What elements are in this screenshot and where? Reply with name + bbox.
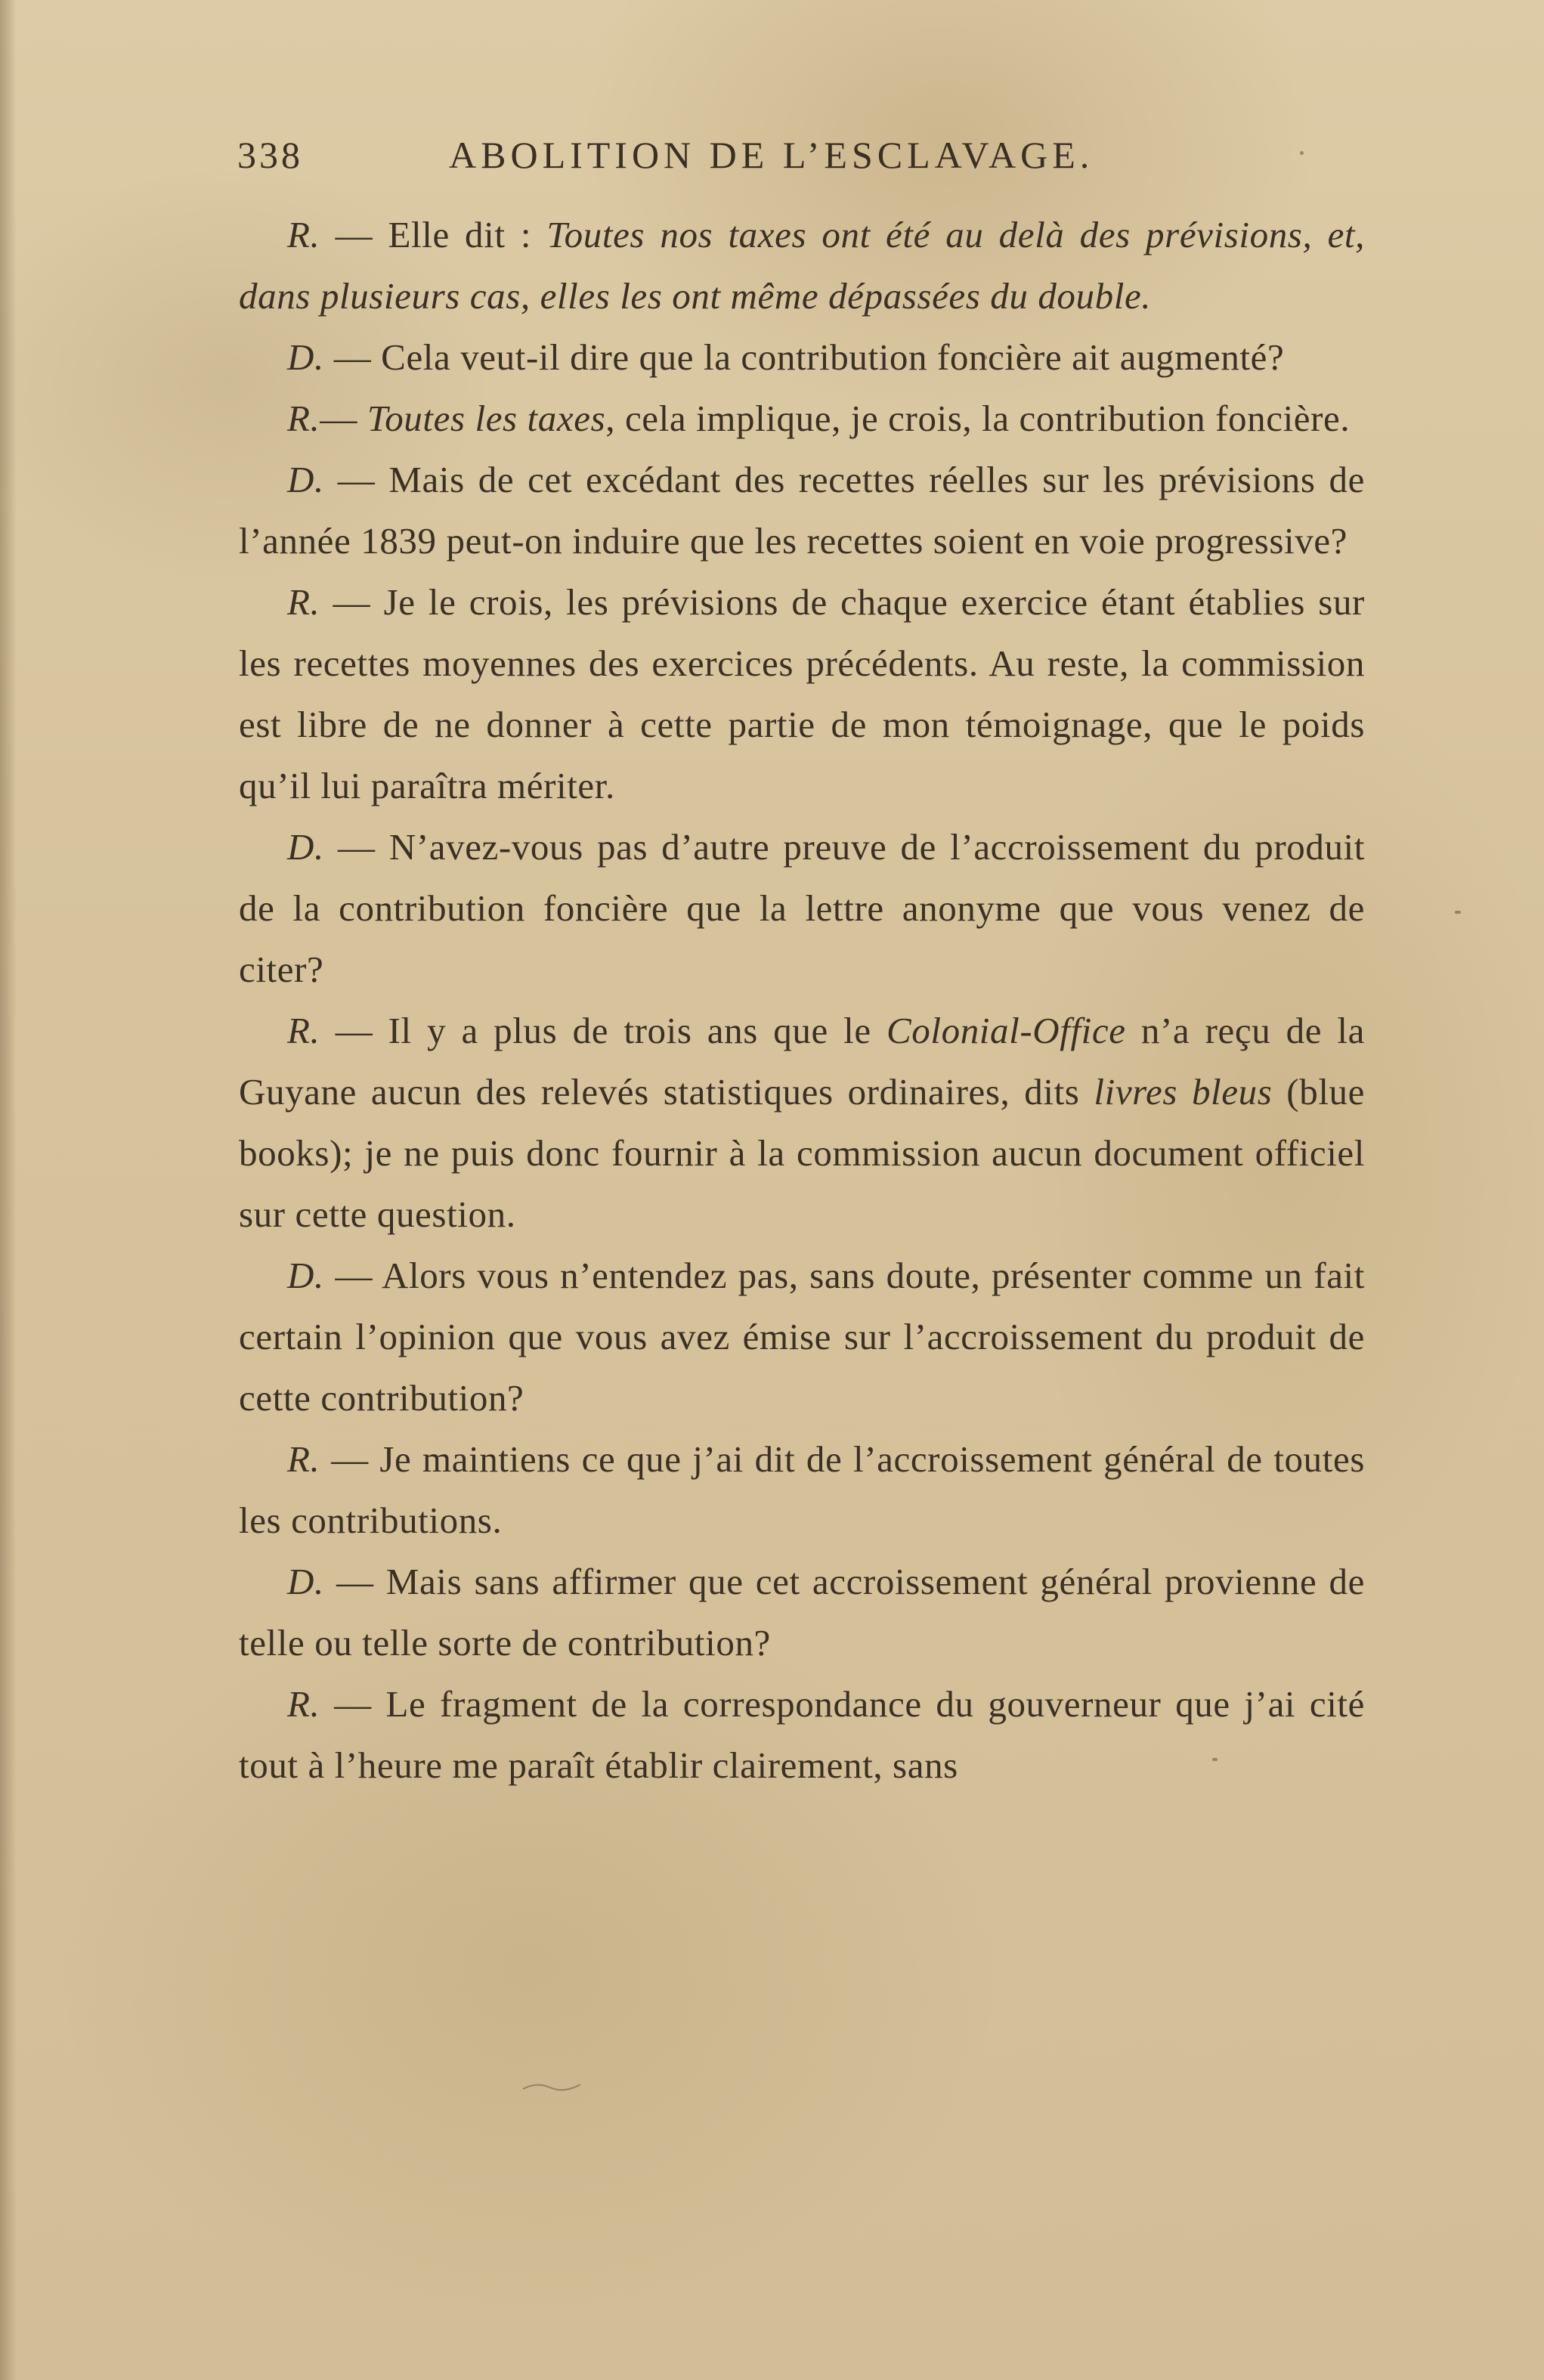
speaker-label: D. xyxy=(287,1255,324,1296)
page-binding-shadow xyxy=(0,0,17,2380)
dash: — xyxy=(320,1438,380,1480)
paragraph-5 xyxy=(239,571,1365,816)
speaker-label: D. xyxy=(287,826,324,868)
paragraph-text: Cela veut-il dire que la contribution foncière ait augmenté? xyxy=(381,336,1285,378)
paragraph-text: Je le crois, les prévisions de chaque exercice étant établies sur les recettes moyennes des exercices précédents. Au reste, la commission est libre de ne donner à cette partie de mon témoignage, que le poids qu’il lui paraîtra mériter. xyxy=(239,581,1365,806)
paragraph-italic: Toutes les taxes xyxy=(367,398,606,439)
speaker-label: D. xyxy=(287,1561,324,1602)
paragraph-7 xyxy=(239,1000,1365,1245)
paragraph-10 xyxy=(239,1551,1365,1673)
dash: — xyxy=(323,826,389,868)
paragraph-text: Alors vous n’entendez pas, sans doute, présenter comme un fait certain l’opinion que vous avez émise sur l’accroissement du produit de cette contribution? xyxy=(239,1255,1365,1419)
dash: — xyxy=(323,459,389,500)
speaker-label: R. xyxy=(287,1438,320,1480)
speaker-label: R. xyxy=(287,1010,320,1051)
paragraph-text: Il y a plus de trois ans que le xyxy=(388,1010,887,1051)
paragraph-italic: Toutes nos taxes ont été au delà des prévisions, et, dans plusieurs cas, elles les ont même dépassées du double. xyxy=(239,214,1365,317)
paragraph-text: Le fragment de la correspondance du gouverneur que j’ai cité tout à l’heure me paraît établir clairement, sans xyxy=(239,1683,1365,1786)
dash: — xyxy=(320,581,384,623)
dash: — xyxy=(323,336,382,378)
paragraph-4 xyxy=(239,449,1365,571)
pencil-mark xyxy=(521,2078,582,2094)
paragraph-italic: Colonial-Office xyxy=(886,1010,1126,1051)
paragraph-11 xyxy=(239,1673,1365,1796)
paragraph-text: Je maintiens ce que j’ai dit de l’accroissement général de toutes les contributions. xyxy=(239,1438,1365,1541)
paragraph-text: Elle dit : xyxy=(388,214,547,255)
page-number: 338 xyxy=(237,134,303,176)
dash: — xyxy=(320,214,388,255)
speaker-label: R. xyxy=(287,1683,320,1725)
dash: — xyxy=(320,1683,386,1725)
paragraph-text: Mais de cet excédant des recettes réelles sur les prévisions de l’année 1839 peut-on induire que les recettes soient en voie progressive? xyxy=(239,459,1365,562)
running-title: ABOLITION DE L’ESCLAVAGE. xyxy=(449,134,1094,176)
dash: — xyxy=(320,1010,388,1051)
paragraph-text: Mais sans affirmer que cet accroissement général provienne de telle ou telle sorte de contribution? xyxy=(239,1561,1365,1664)
paragraph-2 xyxy=(239,327,1365,388)
dash: — xyxy=(323,1561,386,1602)
paragraph-9 xyxy=(239,1428,1365,1551)
speaker-label: D. xyxy=(287,336,324,378)
paragraph-text-after: n’a reçu de la Guyane aucun des relevés statistiques ordinaires, dits xyxy=(239,1010,1365,1113)
paragraph-text-after-2: (blue books); je ne puis donc fournir à la commission aucun document officiel sur cette question. xyxy=(239,1071,1365,1235)
paragraph-3 xyxy=(239,388,1365,449)
speaker-label: R. xyxy=(287,214,320,255)
ink-speck xyxy=(982,355,987,360)
paragraph-8 xyxy=(239,1245,1365,1428)
dash: — xyxy=(323,1255,382,1296)
ink-speck xyxy=(1300,151,1304,155)
paragraph-1 xyxy=(239,204,1365,327)
dash: — xyxy=(320,398,367,439)
paragraph-text-after: , cela implique, je crois, la contribution foncière. xyxy=(605,398,1351,439)
paragraph-text: N’avez-vous pas d’autre preuve de l’accroissement du produit de la contribution foncière que la lettre anonyme que vous venez de citer? xyxy=(239,826,1365,990)
paragraph-italic-2: livres bleus xyxy=(1094,1071,1273,1113)
paragraph-6 xyxy=(239,816,1365,1000)
speaker-label: D. xyxy=(287,459,324,500)
speaker-label: R. xyxy=(287,581,320,623)
ink-speck xyxy=(1455,911,1461,914)
ink-speck xyxy=(1212,1758,1218,1761)
page-body xyxy=(239,204,1365,1796)
page-header xyxy=(237,133,1363,186)
speaker-label: R. xyxy=(287,398,320,439)
